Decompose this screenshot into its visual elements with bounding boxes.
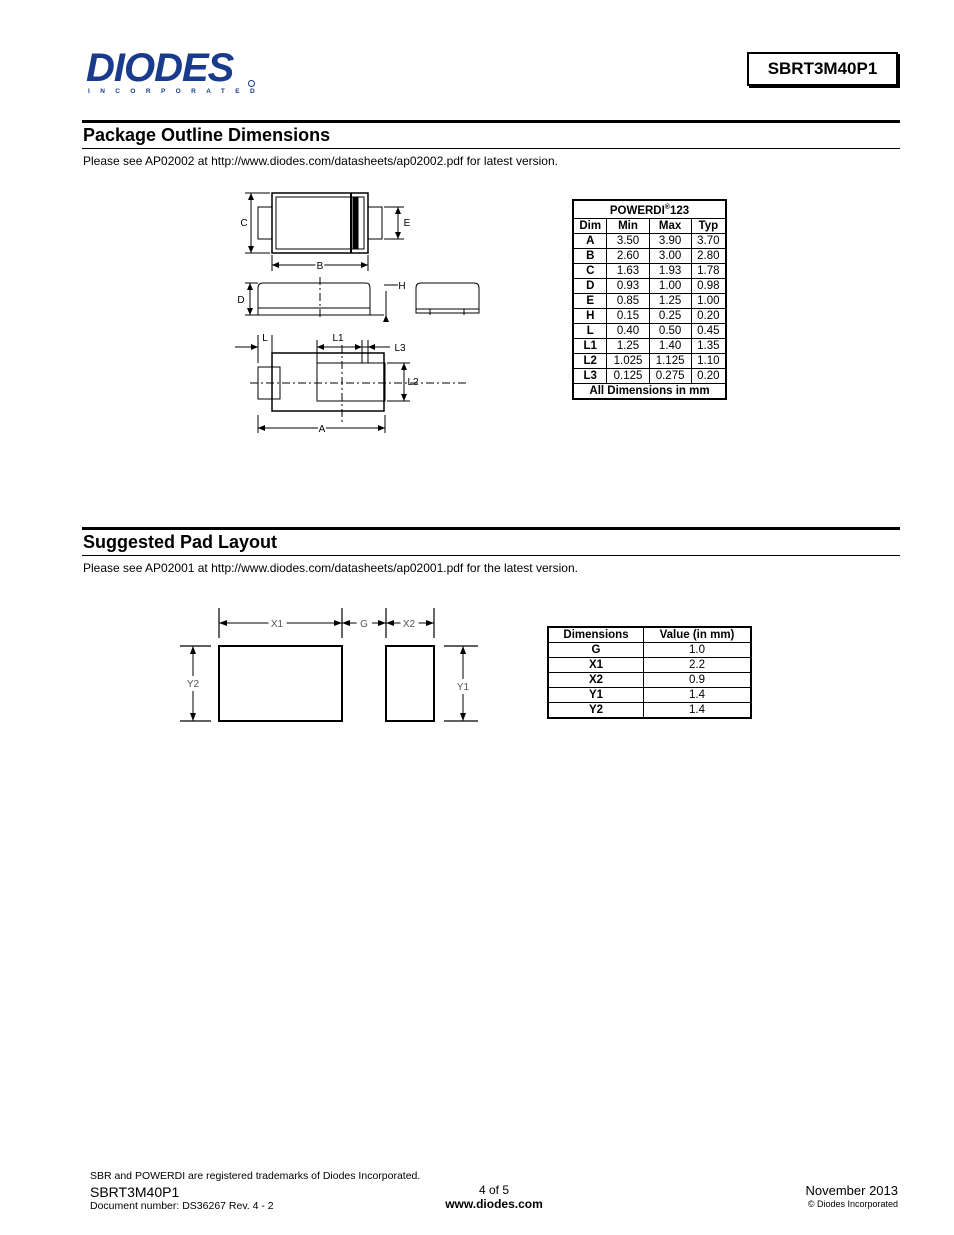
dim-label-e: E (403, 218, 411, 229)
section-rule-top (82, 120, 900, 123)
footer-website-link[interactable]: www.diodes.com (445, 1197, 543, 1211)
part-number-box: SBRT3M40P1 (747, 52, 898, 86)
package-table-footer: All Dimensions in mm (573, 383, 726, 399)
package-dimensions-table (572, 199, 727, 400)
footer-copyright: © Diodes Incorporated (807, 1199, 898, 1209)
dim-label-c: C (240, 218, 248, 229)
footer-page-number: 4 of 5 (478, 1183, 510, 1197)
pad-x2 (386, 646, 434, 721)
pad-section-rule-bottom (82, 555, 900, 556)
footer-trademark: SBR and POWERDI are registered trademarks of Diodes Incorporated. (90, 1170, 421, 1182)
footer-date: November 2013 (805, 1183, 898, 1198)
table-row: L3 0.125 0.275 0.20 (573, 368, 726, 383)
table-row: Y2 1.4 (548, 703, 751, 719)
footer-document-number: Document number: DS36267 Rev. 4 - 2 (90, 1200, 274, 1212)
pad-section-rule-top (82, 527, 900, 530)
pad-x1 (219, 646, 342, 721)
table-row: B 2.60 3.00 2.80 (573, 248, 726, 263)
table-row: E 0.85 1.25 1.00 (573, 293, 726, 308)
pad-section-title: Suggested Pad Layout (83, 532, 278, 552)
table-row: L 0.40 0.50 0.45 (573, 323, 726, 338)
top-view-left-lead (258, 207, 272, 239)
pad-label-g: G (360, 619, 368, 630)
cathode-band (353, 197, 358, 249)
bottom-view-right-pad (317, 363, 385, 401)
pad-label-x2: X2 (402, 619, 416, 630)
dim-label-h: H (398, 281, 406, 292)
diodes-logo: DIODES (86, 46, 234, 90)
table-row: C 1.63 1.93 1.78 (573, 263, 726, 278)
pad-label-x1: X1 (270, 619, 284, 630)
dim-label-l2: L2 (407, 377, 419, 388)
pad-table-header: Dimensions Value (in mm) (548, 627, 751, 643)
table-row: A 3.50 3.90 3.70 (573, 233, 726, 248)
pad-label-y1: Y1 (456, 682, 470, 693)
dim-label-a: A (318, 424, 326, 435)
table-row: L1 1.25 1.40 1.35 (573, 338, 726, 353)
pad-label-y2: Y2 (186, 679, 200, 690)
pad-layout-diagram (176, 600, 486, 730)
dim-label-l3: L3 (394, 343, 406, 354)
diodes-logo-subtitle: INCORPORATED (88, 88, 266, 95)
section-rule-bottom (82, 148, 900, 149)
package-outline-diagram (230, 185, 490, 435)
package-section-title: Package Outline Dimensions (83, 125, 331, 145)
pad-section-note: Please see AP02001 at http://www.diodes.com/datasheets/ap02001.pdf for the latest version. (83, 561, 578, 575)
table-row: D 0.93 1.00 0.98 (573, 278, 726, 293)
dim-label-d: D (237, 295, 245, 306)
table-row: L2 1.025 1.125 1.10 (573, 353, 726, 368)
footer-part-number: SBRT3M40P1 (90, 1184, 180, 1200)
dim-label-l1: L1 (332, 333, 344, 344)
dim-label-l: L (262, 333, 268, 344)
package-table-header: Dim Min Max Typ (573, 218, 726, 233)
table-row: Y1 1.4 (548, 688, 751, 703)
bottom-view-body (272, 353, 384, 411)
registered-mark-icon (248, 80, 255, 87)
table-row: G 1.0 (548, 643, 751, 658)
dim-label-b: B (316, 261, 324, 272)
package-table-title: POWERDI®123 (573, 200, 726, 218)
table-row: X2 0.9 (548, 673, 751, 688)
pad-dimensions-table (547, 626, 752, 719)
table-row: H 0.15 0.25 0.20 (573, 308, 726, 323)
package-section-note: Please see AP02002 at http://www.diodes.com/datasheets/ap02002.pdf for latest version. (83, 154, 558, 168)
top-view-right-lead (368, 207, 382, 239)
table-row: X1 2.2 (548, 658, 751, 673)
